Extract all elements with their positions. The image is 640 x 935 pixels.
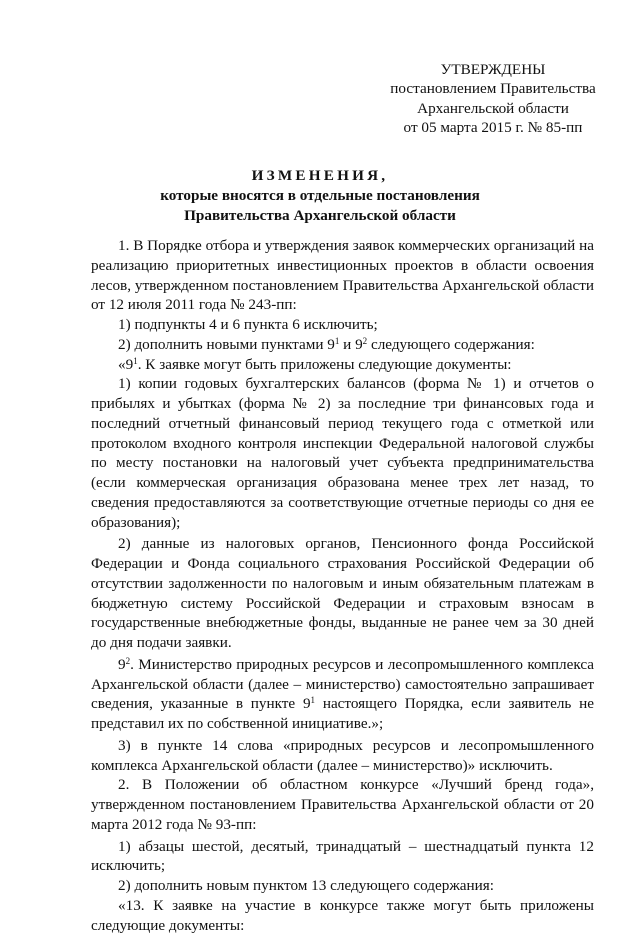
title-main: ИЗМЕНЕНИЯ, — [251, 167, 389, 184]
paragraph-10: 1) абзацы шестой, десятый, тринадцатый – шестнадцатый пункта 12 исключить; — [91, 837, 594, 875]
document-body — [91, 236, 594, 935]
paragraph-7-text-b: . Министерство природных ресурсов и лесопромышленного комплекса Архангельской области (далее – министерство) самостоятельно запрашивает сведения, указанные в пункте 9 — [91, 655, 594, 713]
approval-stamp — [382, 60, 604, 138]
superscript: 1 — [133, 355, 138, 366]
paragraph-11: 2) дополнить новым пунктом 13 следующего содержания: — [118, 877, 495, 894]
title-subtitle-2: Правительства Архангельской области — [184, 207, 456, 224]
title-subtitle-1: которые вносятся в отдельные постановления — [160, 187, 480, 204]
paragraph-6: 2) данные из налоговых органов, Пенсионного фонда Российской Федерации и Фонда социального страхования Российской Федерации об отсутствии задолженности по налоговым и иным обязательным платежам в бюджетную систему Российской Федерации и страховым взносам в государственные внебюджетные фонды, выданные не ранее чем за 30 дней до дня подачи заявки. — [91, 535, 594, 651]
paragraph-3 — [91, 335, 594, 355]
paragraph-3-text-b: и 9 — [339, 335, 363, 353]
superscript: 2 — [362, 335, 368, 346]
superscript: 1 — [310, 695, 316, 706]
paragraph-4 — [91, 355, 594, 375]
document-title — [0, 166, 640, 226]
paragraph-5: 1) копии годовых бухгалтерских балансов (форма № 1) и отчетов о прибылях и убытках (форма № 2) за последние три финансовых года и последний отчетный финансовый период текущего года с отметкой или протоколом входного контроля инспекции Федеральной налоговой службы по месту постановки на налоговый учет субъекта предпринимательства (если коммерческая организация образована менее трех лет назад, то сведения предоставляются за соответствующие отчетные периоды со дня ее образования); — [91, 375, 594, 531]
paragraph-4-text-b: . К заявке могут быть приложены следующие документы: — [137, 355, 512, 373]
paragraph-2: 1) подпункты 4 и 6 пункта 6 исключить; — [118, 316, 378, 333]
paragraph-7-text-a: 9 — [118, 655, 126, 673]
paragraph-4-text-a: «9 — [118, 355, 134, 373]
paragraph-8: 3) в пункте 14 слова «природных ресурсов и лесопромышленного комплекса Архангельской области (далее – министерство)» исключить. — [91, 736, 594, 774]
approval-line-date: от 05 марта 2015 г. № 85-пп — [403, 119, 583, 137]
paragraph-12: «13. К заявке на участие в конкурсе также могут быть приложены следующие документы: — [91, 896, 594, 934]
paragraph-3-text-a: 2) дополнить новыми пунктами 9 — [118, 335, 335, 353]
superscript: 2 — [125, 655, 131, 666]
approval-heading: УТВЕРЖДЕНЫ — [440, 61, 546, 78]
paragraph-3-text-c: следующего содержания: — [367, 335, 535, 353]
paragraph-9: 2. В Положении об областном конкурсе «Лучший бренд года», утвержденном постановлением Правительства Архангельской области от 20 марта 2012 года № 93-пп: — [91, 776, 594, 833]
approval-line-decree: постановлением Правительства — [390, 80, 596, 98]
paragraph-7-text-c: настоящего Порядка, если заявитель не представил их по собственной инициативе.»; — [91, 695, 594, 732]
approval-line-region: Архангельской области — [417, 99, 569, 117]
paragraph-1: 1. В Порядке отбора и утверждения заявок коммерческих организаций на реализацию приоритетных инвестиционных проектов в области освоения лесов, утвержденном постановлением Правительства Архангельской области от 12 июля 2011 года № 243-пп: — [91, 237, 594, 314]
paragraph-7 — [91, 655, 594, 734]
superscript: 1 — [334, 335, 340, 346]
